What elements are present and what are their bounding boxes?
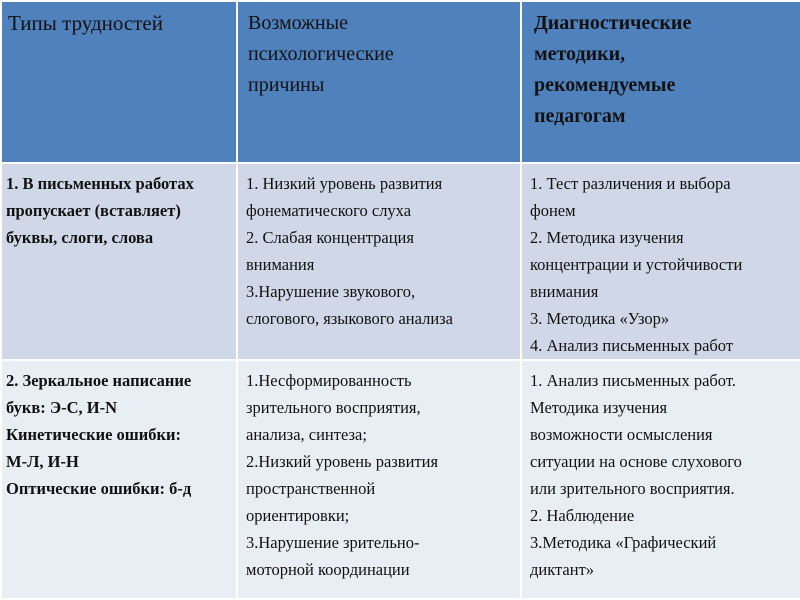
cell-line: М-Л, И-Н: [6, 452, 79, 471]
cell-line: 2.Низкий уровень развития: [246, 452, 439, 471]
difficulty-type-cell: [1, 163, 237, 360]
cell-line: зрительного восприятия,: [246, 398, 421, 417]
table-row: [1, 163, 800, 360]
cell-line: 3.Нарушение зрительно-: [246, 533, 420, 552]
cell-line: 1. В письменных работах: [6, 174, 194, 193]
cell-line: 1. Тест различения и выбора: [530, 174, 731, 193]
header-line: психологические: [248, 43, 394, 65]
cell-line: 2. Методика изучения: [530, 228, 684, 247]
methods-cell: [521, 360, 800, 599]
cell-line: моторной координации: [246, 560, 410, 579]
cell-line: Оптические ошибки: б-д: [6, 479, 192, 498]
cell-line: букв: Э-С, И-N: [6, 398, 118, 417]
header-line: методики,: [534, 43, 626, 65]
cell-line: фонем: [530, 201, 576, 220]
cell-line: ситуации на основе слухового: [530, 452, 742, 471]
cell-line: 3.Нарушение звукового,: [246, 282, 416, 301]
header-line: Диагностические: [534, 12, 692, 34]
cell-line: 3. Методика «Узор»: [530, 309, 670, 328]
header-line: рекомендуемые: [534, 74, 676, 96]
cell-line: буквы, слоги, слова: [6, 228, 154, 247]
cell-line: фонематического слуха: [246, 201, 412, 220]
cell-line: или зрительного восприятия.: [530, 479, 735, 498]
cell-line: 2. Слабая концентрация: [246, 228, 414, 247]
cell-line: 3.Методика «Графический: [530, 533, 717, 552]
cell-line: внимания: [530, 282, 599, 301]
header-causes: [237, 1, 521, 163]
causes-cell: [237, 163, 521, 360]
cell-line: концентрации и устойчивости: [530, 255, 743, 274]
cell-line: анализа, синтеза;: [246, 425, 367, 444]
header-line: педагогам: [534, 105, 626, 127]
header-row: [1, 1, 800, 163]
cell-line: 4. Анализ письменных работ: [530, 336, 734, 355]
cell-line: слогового, языкового анализа: [246, 309, 454, 328]
cell-line: Кинетические ошибки:: [6, 425, 181, 444]
methods-cell: [521, 163, 800, 360]
cell-line: внимания: [246, 255, 315, 274]
cell-line: ориентировки;: [246, 506, 350, 525]
cell-line: 2. Наблюдение: [530, 506, 635, 525]
header-difficulty-types: [1, 1, 237, 163]
cell-line: возможности осмысления: [530, 425, 713, 444]
header-line: причины: [248, 74, 325, 96]
cell-line: 1.Несформированность: [246, 371, 412, 390]
table-row: [1, 360, 800, 599]
cell-line: пропускает (вставляет): [6, 201, 181, 220]
difficulty-type-cell: [1, 360, 237, 599]
cell-line: Методика изучения: [530, 398, 668, 417]
causes-cell: [237, 360, 521, 599]
cell-line: диктант»: [530, 560, 595, 579]
header-methods: [521, 1, 800, 163]
cell-line: 2. Зеркальное написание: [6, 371, 192, 390]
cell-line: 1. Анализ письменных работ.: [530, 371, 736, 390]
cell-line: пространственной: [246, 479, 376, 498]
cell-line: 1. Низкий уровень развития: [246, 174, 443, 193]
header-line: Типы трудностей: [8, 11, 163, 35]
header-line: Возможные: [248, 12, 348, 34]
